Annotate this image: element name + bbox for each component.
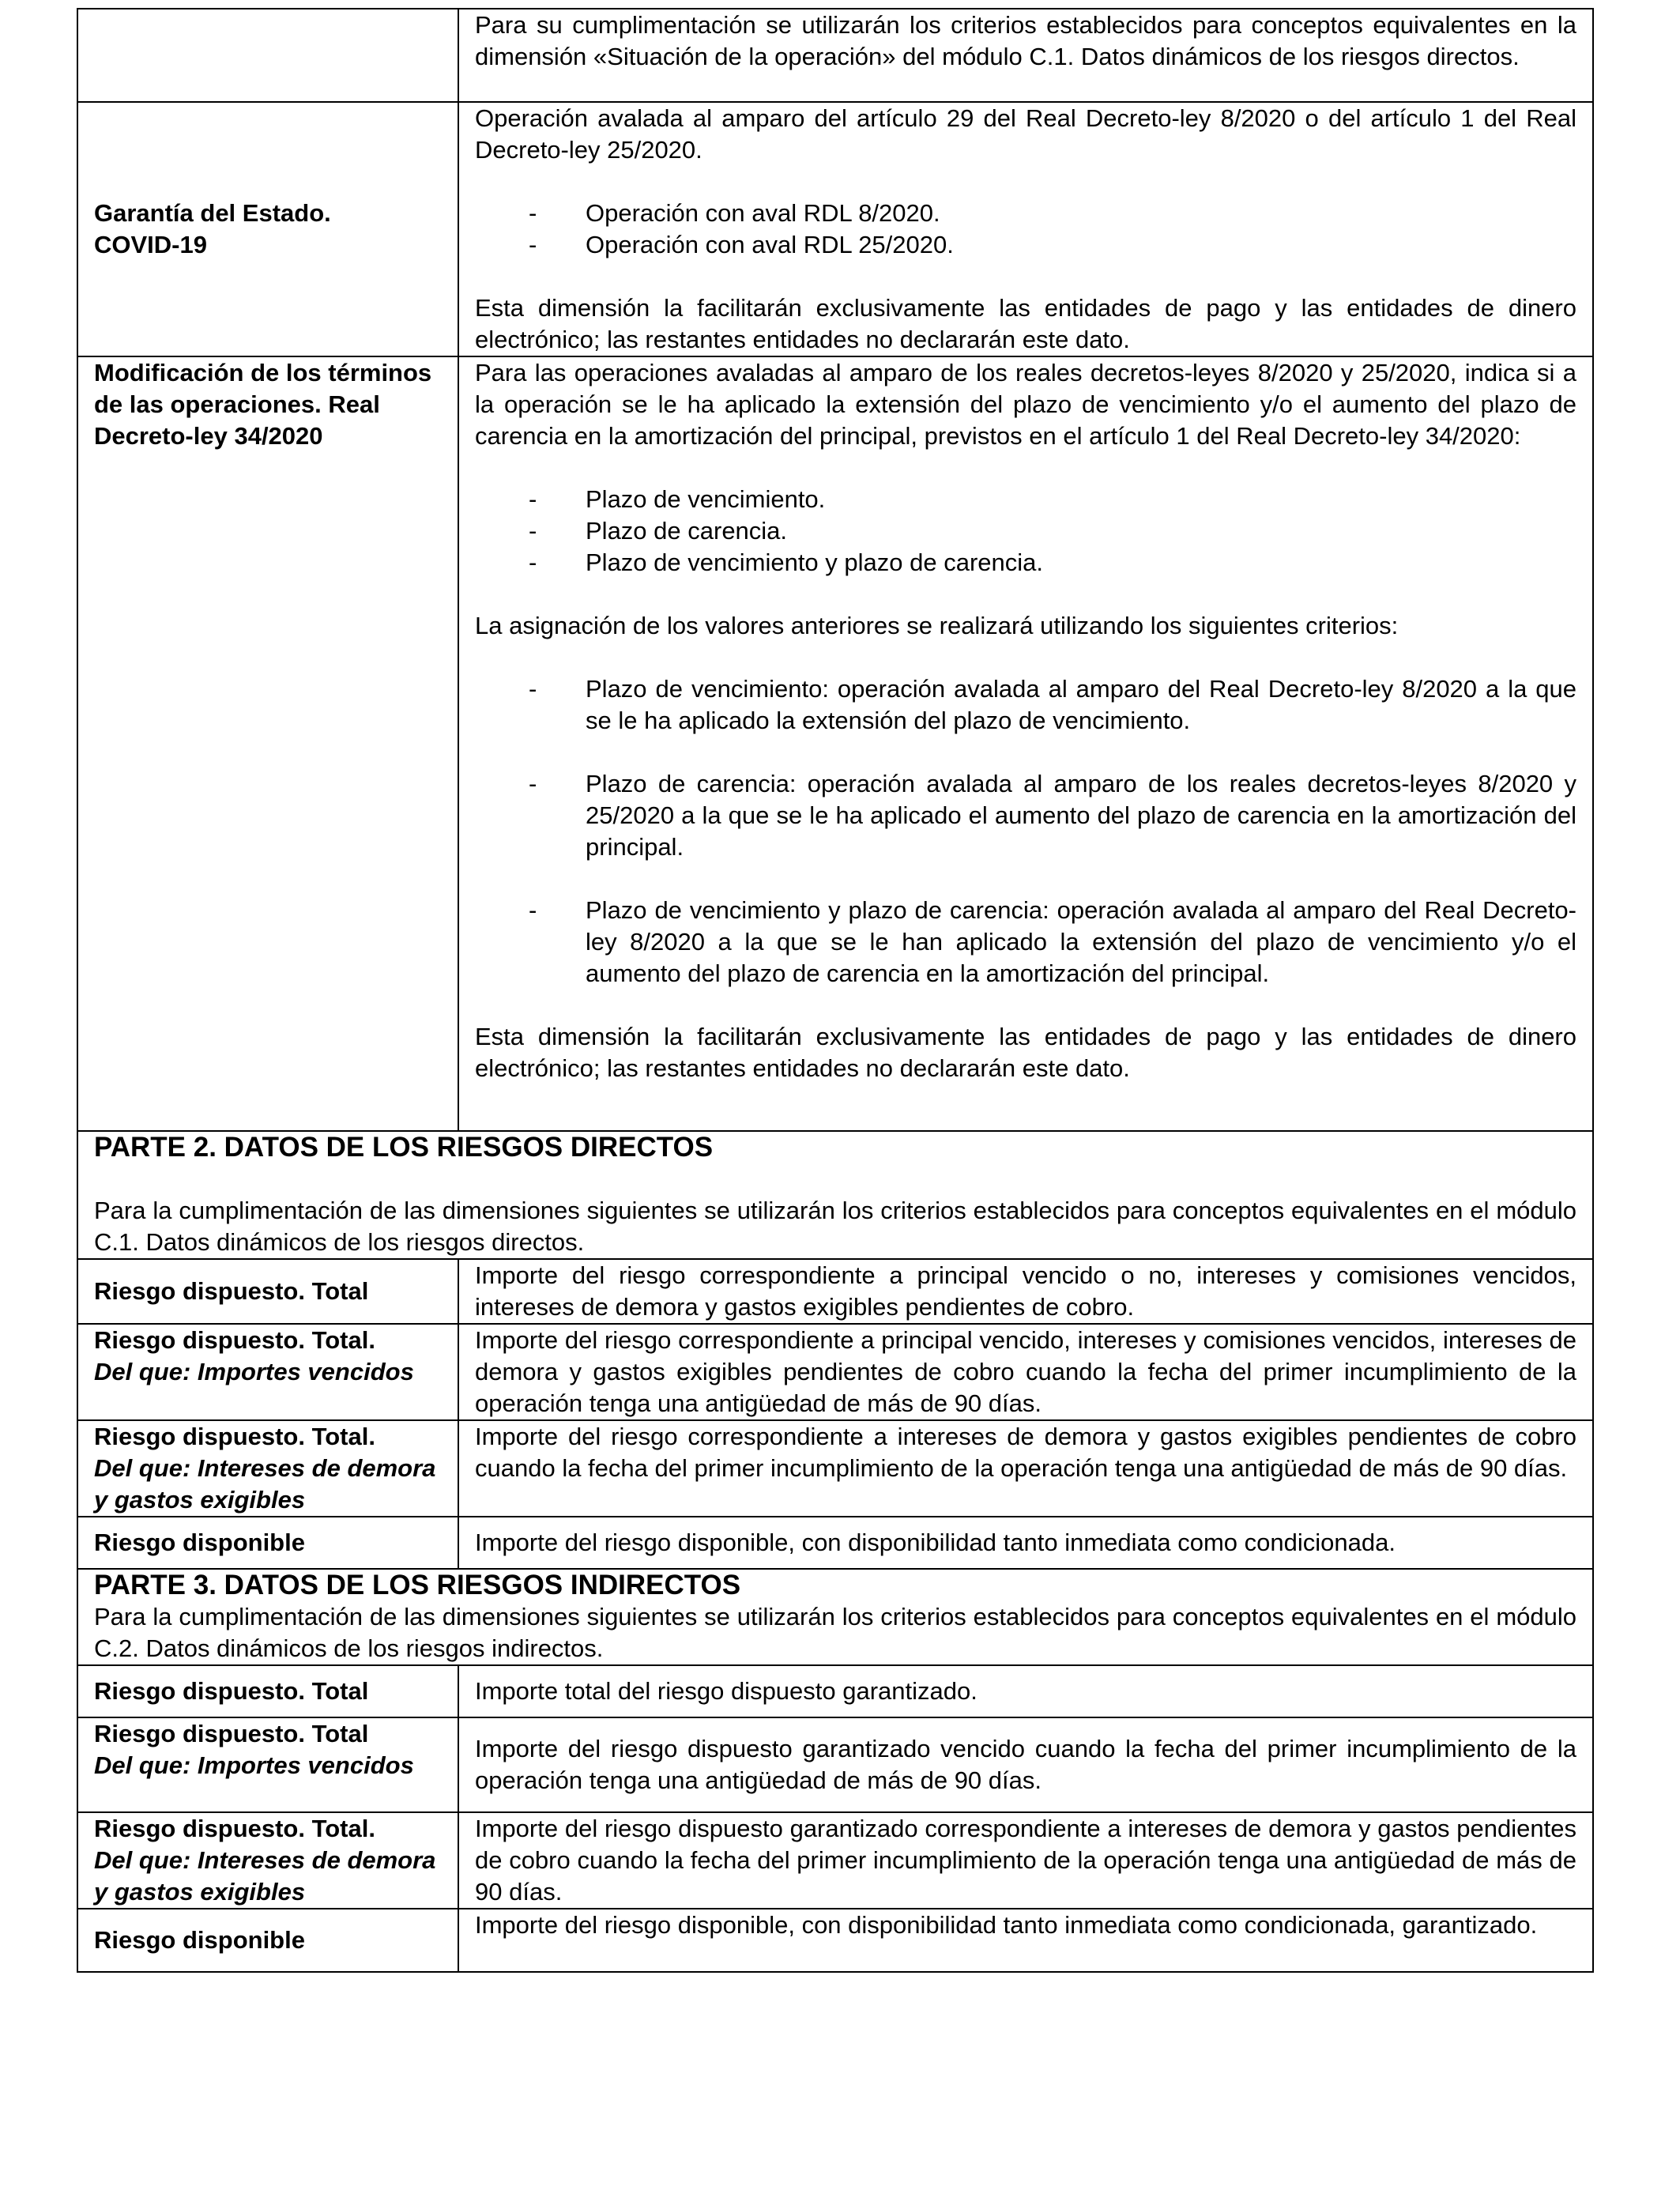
row-desc [458, 1324, 1593, 1420]
list-item: - Plazo de vencimiento. [529, 484, 1576, 515]
parte2-header [77, 1131, 1593, 1259]
document-table [77, 8, 1594, 1973]
garantia-label-line2: COVID-19 [94, 231, 207, 258]
parte2-header-row [77, 1131, 1593, 1259]
row-label [77, 356, 458, 1131]
row-desc [458, 1717, 1593, 1812]
modificacion-options [475, 484, 1576, 579]
table-row [77, 1812, 1593, 1909]
table-row [77, 1909, 1593, 1972]
row-desc [458, 356, 1593, 1131]
row-desc [458, 1812, 1593, 1909]
modificacion-label: Modificación de los términos de las operaciones. Real Decreto-ley 34/2020 [94, 359, 432, 450]
row-desc-text: Importe del riesgo disponible, con disponibilidad tanto inmediata como condicionada. [475, 1529, 1396, 1556]
modificacion-criteria-intro: La asignación de los valores anteriores se realizará utilizando los siguientes criterios: [475, 612, 1399, 639]
parte3-header [77, 1569, 1593, 1665]
row-desc [458, 1665, 1593, 1717]
list-item: - Plazo de vencimiento: operación avalada al amparo del Real Decreto-ley 8/2020 a la que se le ha aplicado la extensión del plazo de vencimiento. [529, 673, 1576, 737]
row-desc-text: Importe total del riesgo dispuesto garantizado. [475, 1677, 977, 1705]
table-row [77, 1665, 1593, 1717]
row-desc [458, 1259, 1593, 1324]
row-label [77, 1259, 458, 1324]
list-item: - Operación con aval RDL 25/2020. [529, 229, 1576, 261]
modificacion-criteria-3 [475, 895, 1576, 990]
garantia-options [475, 198, 1576, 261]
row-label-text: Riesgo disponible [94, 1926, 305, 1954]
row-label-text: Riesgo dispuesto. Total. [94, 1423, 375, 1450]
row-label-empty [77, 9, 458, 102]
row-label-italic: Del que: Importes vencidos [94, 1358, 414, 1385]
list-item: - Plazo de carencia. [529, 515, 1576, 547]
row-label [77, 102, 458, 356]
row-desc-text: Importe del riesgo dispuesto garantizado correspondiente a intereses de demora y gastos pendientes de cobro cuando la fecha del primer incumplimiento de la operación tenga una antigüedad de más de 90 días. [475, 1815, 1576, 1906]
garantia-intro: Operación avalada al amparo del artículo 29 del Real Decreto-ley 8/2020 o del artículo 1 del Real Decreto-ley 25/2020. [475, 104, 1576, 164]
row-desc [458, 9, 1593, 102]
table-row [77, 1517, 1593, 1569]
modificacion-note: Esta dimensión la facilitarán exclusivamente las entidades de pago y las entidades de dinero electrónico; las restantes entidades no declararán este dato. [475, 1023, 1576, 1082]
row-desc-text: Importe del riesgo disponible, con disponibilidad tanto inmediata como condicionada, garantizado. [475, 1911, 1538, 1939]
list-item: - Plazo de carencia: operación avalada al amparo de los reales decretos-leyes 8/2020 y 25/2020 a la que se le ha aplicado el aumento del plazo de carencia en la amortización del principal. [529, 768, 1576, 863]
modificacion-criteria-2 [475, 768, 1576, 863]
row-label [77, 1665, 458, 1717]
row-desc-text: Importe del riesgo correspondiente a principal vencido o no, intereses y comisiones vencidos, intereses de demora y gastos exigibles pendientes de cobro. [475, 1261, 1576, 1321]
row-situacion [77, 9, 1593, 102]
parte3-header-row [77, 1569, 1593, 1665]
modificacion-intro: Para las operaciones avaladas al amparo de los reales decretos-leyes 8/2020 y 25/2020, indica si a la operación se le ha aplicado la extensión del plazo de vencimiento y/o el aumento del plazo de carencia en la amortización del principal, previstos en el artículo 1 del Real Decreto-ley 34/2020: [475, 359, 1576, 450]
row-label-text: Riesgo dispuesto. Total. [94, 1815, 375, 1842]
row-modificacion [77, 356, 1593, 1131]
garantia-label-line1: Garantía del Estado. [94, 199, 331, 227]
row-desc [458, 1420, 1593, 1517]
parte2-intro: Para la cumplimentación de las dimensiones siguientes se utilizarán los criterios establecidos para conceptos equivalentes en el módulo C.1. Datos dinámicos de los riesgos directos. [94, 1197, 1576, 1256]
row-desc-text: Importe del riesgo correspondiente a principal vencido, intereses y comisiones vencidos, intereses de demora y gastos exigibles pendientes de cobro cuando la fecha del primer incumplimiento de la operación tenga una antigüedad de más de 90 días. [475, 1326, 1576, 1417]
row-label [77, 1812, 458, 1909]
parte2-title: PARTE 2. DATOS DE LOS RIESGOS DIRECTOS [94, 1132, 714, 1163]
row-label-italic: Del que: Intereses de demora y gastos exigibles [94, 1846, 436, 1906]
row-label-text: Riesgo dispuesto. Total [94, 1720, 369, 1747]
list-item: - Plazo de vencimiento y plazo de carencia: operación avalada al amparo del Real Decreto-ley 8/2020 a la que se le han aplicado la extensión del plazo de vencimiento y/o el aumento del plazo de carencia en la amortización del principal. [529, 895, 1576, 990]
modificacion-criteria [475, 673, 1576, 737]
row-label-italic: Del que: Intereses de demora y gastos exigibles [94, 1454, 436, 1514]
garantia-note: Esta dimensión la facilitarán exclusivamente las entidades de pago y las entidades de dinero electrónico; las restantes entidades no declararán este dato. [475, 294, 1576, 353]
row-label [77, 1517, 458, 1569]
situacion-desc: Para su cumplimentación se utilizarán los criterios establecidos para conceptos equivalentes en la dimensión «Situación de la operación» del módulo C.1. Datos dinámicos de los riesgos directos. [475, 11, 1576, 70]
row-label-text: Riesgo dispuesto. Total. [94, 1326, 375, 1354]
row-desc [458, 102, 1593, 356]
table-row [77, 1717, 1593, 1812]
row-desc-text: Importe del riesgo dispuesto garantizado vencido cuando la fecha del primer incumplimiento de la operación tenga una antigüedad de más de 90 días. [475, 1735, 1576, 1794]
parte3-intro: Para la cumplimentación de las dimensiones siguientes se utilizarán los criterios establecidos para conceptos equivalentes en el módulo C.2. Datos dinámicos de los riesgos indirectos. [94, 1603, 1576, 1662]
row-label [77, 1324, 458, 1420]
row-desc [458, 1517, 1593, 1569]
list-item: - Plazo de vencimiento y plazo de carencia. [529, 547, 1576, 579]
row-label-text: Riesgo dispuesto. Total [94, 1677, 369, 1705]
row-desc [458, 1909, 1593, 1972]
list-item: - Operación con aval RDL 8/2020. [529, 198, 1576, 229]
row-label [77, 1717, 458, 1812]
row-garantia [77, 102, 1593, 356]
row-label-text: Riesgo disponible [94, 1529, 305, 1556]
table-row [77, 1420, 1593, 1517]
row-label [77, 1909, 458, 1972]
row-label-text: Riesgo dispuesto. Total [94, 1277, 369, 1305]
row-desc-text: Importe del riesgo correspondiente a intereses de demora y gastos exigibles pendientes de cobro cuando la fecha del primer incumplimiento de la operación tenga una antigüedad de más de 90 días. [475, 1423, 1576, 1482]
row-label-italic: Del que: Importes vencidos [94, 1751, 414, 1779]
table-row [77, 1259, 1593, 1324]
table-row [77, 1324, 1593, 1420]
parte3-title: PARTE 3. DATOS DE LOS RIESGOS INDIRECTOS [94, 1570, 741, 1600]
row-label [77, 1420, 458, 1517]
